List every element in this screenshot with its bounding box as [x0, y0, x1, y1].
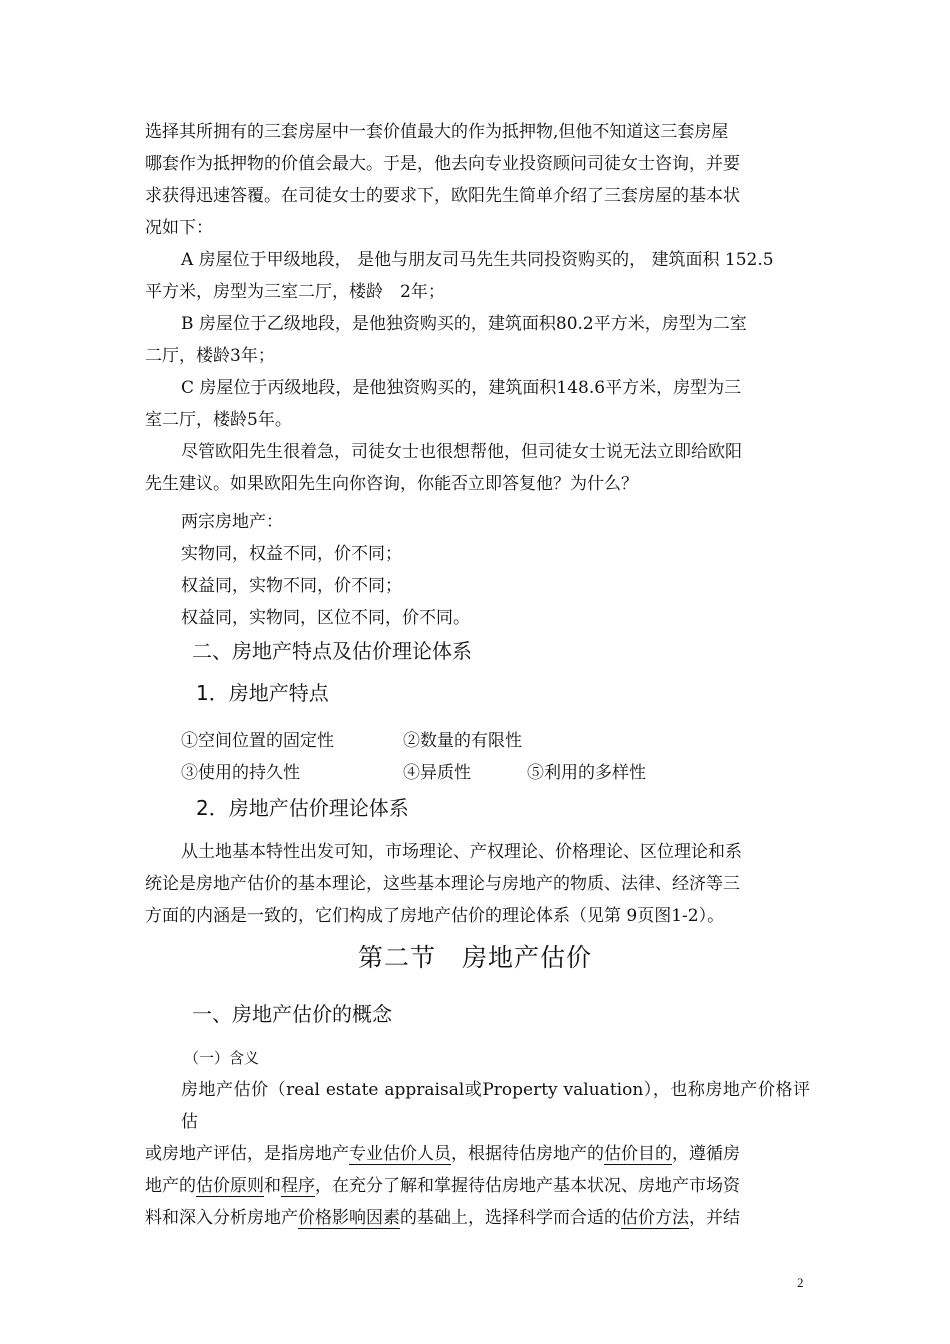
- answer-item: 权益同，实物不同，价不同；: [181, 576, 402, 596]
- definition-text: ，在充分了解和掌握待估房地产基本状况、房地产市场资: [315, 1176, 740, 1196]
- definition-line: [145, 1170, 810, 1202]
- definition-text: 料和深入分析房地产: [145, 1208, 298, 1228]
- house-c-paragraph: [145, 372, 810, 436]
- underlined-term: 价格影响因素: [298, 1208, 400, 1228]
- subsection-heading: （一）含义: [184, 1049, 260, 1067]
- intro-line: 哪套作为抵押物的价值会最大。于是，他去向专业投资顾问司徒女士咨询，并要: [145, 154, 740, 174]
- subsection-heading: 1．房地产特点: [196, 681, 329, 705]
- feature-item: ⑤利用的多样性: [527, 763, 646, 783]
- underlined-term: 程序: [281, 1176, 315, 1196]
- definition-text: 和: [264, 1176, 281, 1196]
- feature-item: ③使用的持久性: [181, 763, 300, 783]
- section-heading: 二、房地产特点及估价理论体系: [192, 639, 472, 663]
- house-a-line: 平方米，房型为三室二厅，楼龄 2年；: [145, 282, 445, 302]
- theory-line: 方面的内涵是一致的，它们构成了房地产估价的理论体系（见第 9页图1-2）。: [145, 906, 725, 926]
- feature-item: ④异质性: [403, 763, 471, 783]
- underlined-term: 估价原则: [196, 1176, 264, 1196]
- definition-text: ，根据待估房地产的: [451, 1144, 604, 1164]
- definition-text: 的基础上，选择科学而合适的: [400, 1208, 621, 1228]
- question-line: 先生建议。如果欧阳先生向你咨询，你能否立即答复他？为什么？: [145, 474, 638, 494]
- theory-line: 统论是房地产估价的基本理论，这些基本理论与房地产的物质、法律、经济等三: [145, 874, 740, 894]
- house-b-paragraph: [145, 308, 810, 372]
- definition-paragraph: [145, 1074, 810, 1234]
- answer-item: 实物同，权益不同，价不同；: [181, 544, 402, 564]
- intro-line: 求获得迅速答覆。在司徒女士的要求下，欧阳先生简单介绍了三套房屋的基本状: [145, 186, 740, 206]
- feature-item: ②数量的有限性: [403, 731, 522, 751]
- intro-line: 选择其所拥有的三套房屋中一套价值最大的作为抵押物,但他不知道这三套房屋: [145, 122, 729, 142]
- house-a-line: A 房屋位于甲级地段， 是他与朋友司马先生共同投资购买的， 建筑面积 152.5: [181, 250, 774, 270]
- section-heading: 一、房地产估价的概念: [192, 1002, 392, 1026]
- page-number: 2: [797, 1275, 804, 1290]
- underlined-term: 估价目的: [604, 1144, 672, 1164]
- underlined-term: 专业估价人员: [349, 1144, 451, 1164]
- definition-text: ，遵循房: [672, 1144, 740, 1164]
- subsection-heading: 2．房地产估价理论体系: [196, 796, 409, 820]
- house-b-line: 二厅，楼龄3年；: [145, 346, 275, 366]
- theory-line: 从土地基本特性出发可知，市场理论、产权理论、价格理论、区位理论和系: [181, 842, 742, 862]
- house-b-line: B 房屋位于乙级地段，是他独资购买的，建筑面积80.2平方米，房型为二室: [181, 314, 747, 334]
- house-c-line: 室二厅，楼龄5年。: [145, 410, 292, 430]
- feature-item: ①空间位置的固定性: [181, 731, 334, 751]
- definition-text: 地产的: [145, 1176, 196, 1196]
- underlined-term: 估价方法: [621, 1208, 689, 1228]
- answer-item: 权益同，实物同，区位不同，价不同。: [181, 608, 470, 628]
- intro-paragraph: [145, 116, 810, 244]
- definition-line: [145, 1138, 810, 1170]
- definition-line: [145, 1202, 810, 1234]
- question-line: 尽管欧阳先生很着急，司徒女士也很想帮他，但司徒女士说无法立即给欧阳: [181, 442, 742, 462]
- question-paragraph: [145, 436, 810, 500]
- chapter-title: 第二节 房地产估价: [357, 943, 592, 972]
- house-c-line: C 房屋位于丙级地段，是他独资购买的，建筑面积148.6平方米，房型为三: [181, 378, 742, 398]
- house-a-paragraph: [145, 244, 810, 308]
- definition-text: ，并结: [689, 1208, 740, 1228]
- answer-title: 两宗房地产：: [181, 512, 283, 532]
- intro-line: 况如下：: [145, 218, 213, 238]
- definition-line: 房地产估价（real estate appraisal或Property valuation），也称房地产价格评估: [181, 1080, 810, 1132]
- theory-paragraph: [145, 836, 810, 932]
- definition-text: 或房地产评估，是指房地产: [145, 1144, 349, 1164]
